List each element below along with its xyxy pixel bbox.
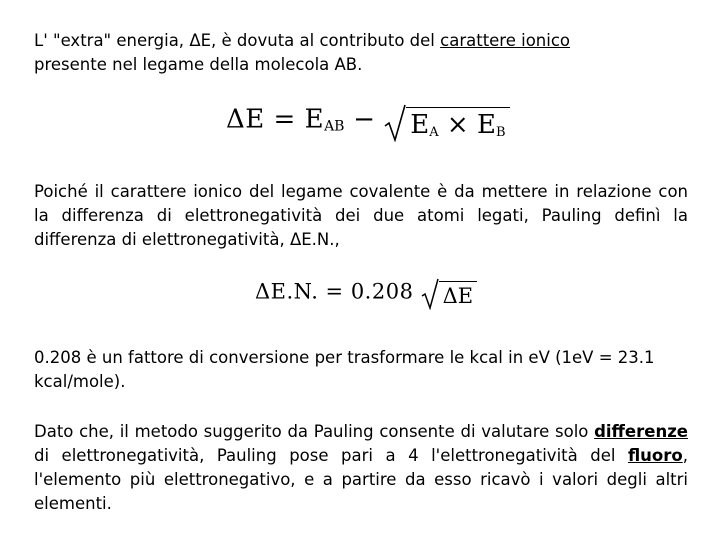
formula1-minus: − (344, 104, 385, 135)
times-sign: × (438, 109, 477, 140)
radicand-b: E (477, 109, 496, 140)
pauling-definition-paragraph (34, 180, 688, 252)
formula2-radicand: ΔE (439, 281, 478, 308)
ionic-character-term: carattere ionico (440, 31, 571, 50)
electronegativity-formula (255, 278, 477, 310)
delta-symbol-2: Δ (289, 230, 302, 249)
radicand-a: E (410, 109, 430, 140)
pauling-text: Poiché il carattere ionico del legame covalente è da mettere in relazione con la differenza di elettronegatività dei due atomi legati, Pauling definì la differenza di elettronegatività, (34, 182, 688, 249)
square-root-1 (384, 104, 509, 142)
formula1-radicand (406, 107, 509, 140)
fluorine-text-2: di elettronegatività, Pauling pose pari a 4 l'elettronegatività del (34, 446, 628, 465)
fluorine-reference-paragraph (34, 420, 688, 516)
radicand-a-subscript: A (429, 124, 439, 140)
pauling-text-end: E.N., (301, 230, 340, 249)
intro-text-middle: E, è dovuta al contributo del (200, 31, 441, 50)
radical-sign-icon (384, 104, 406, 142)
fluorine-text-1: Dato che, il metodo suggerito da Pauling consente di valutare solo (34, 422, 595, 441)
square-root-2 (421, 278, 478, 310)
radicand-b-subscript: B (495, 124, 506, 140)
radical-sign-icon (421, 278, 439, 310)
extra-energy-formula (226, 104, 510, 142)
formula1-lhs: ΔE = E (226, 104, 325, 135)
intro-paragraph (34, 29, 688, 77)
delta-symbol: Δ (189, 31, 201, 50)
differences-term: differenze (594, 422, 688, 441)
fluorine-term: fluoro (627, 446, 683, 465)
fluorine-text-3: , l'elemento più elettronegativo, e a partire da esso ricavò i valori degli altri elementi. (34, 446, 688, 513)
conversion-factor-paragraph: 0.208 è un fattore di conversione per trasformare le kcal in eV (1eV = 23.1 kcal/mole). (34, 348, 655, 391)
formula1-lhs-subscript: AB (324, 118, 345, 135)
formula2-lhs: ΔE.N. = 0.208 (255, 279, 421, 304)
intro-text-start: L' "extra" energia, (34, 31, 190, 50)
intro-text-end: presente nel legame della molecola AB. (34, 55, 363, 74)
